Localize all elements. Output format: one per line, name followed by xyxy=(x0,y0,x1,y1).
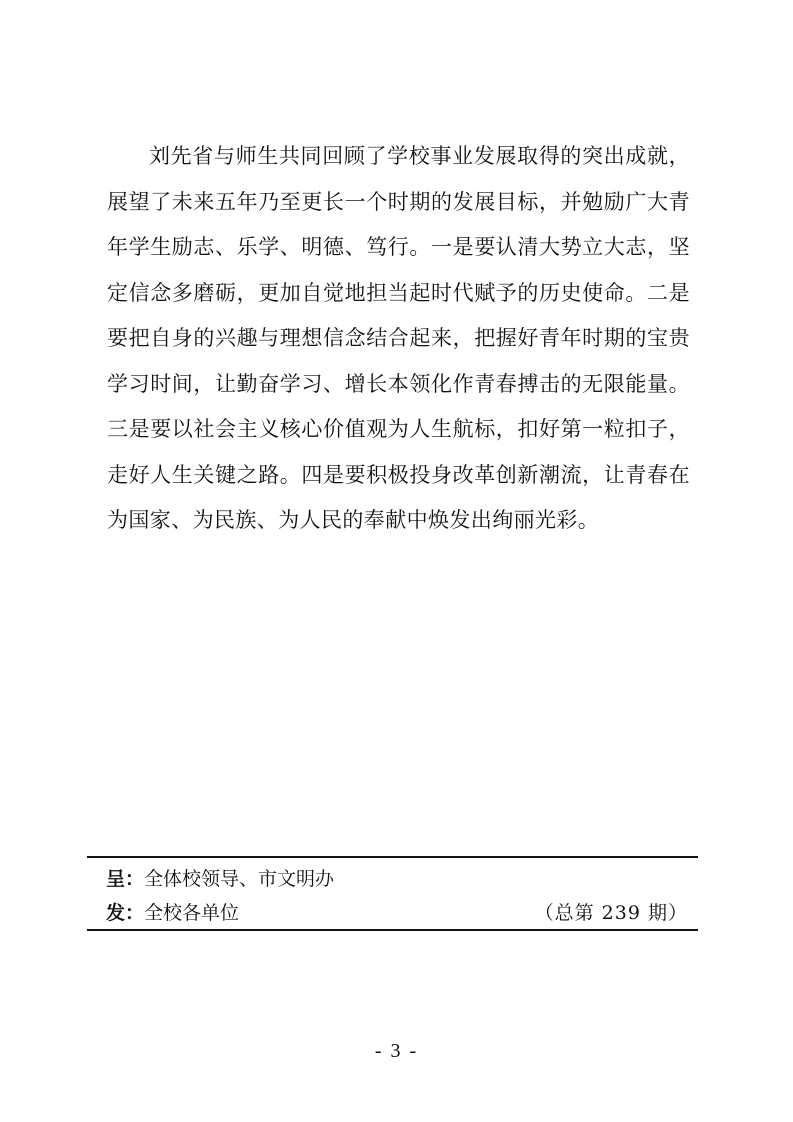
issue-number: （总第 239 期） xyxy=(534,902,688,924)
send-separator: ： xyxy=(125,902,145,924)
distribution-bottom-rule xyxy=(87,929,698,931)
distribution-top-rule xyxy=(87,856,698,858)
submit-separator: ： xyxy=(125,868,145,890)
page-number: - 3 - xyxy=(374,1040,419,1062)
send-to-line xyxy=(106,898,696,928)
send-label: 发 xyxy=(106,902,126,924)
submit-recipients: 全体校领导、市文明办 xyxy=(144,868,335,890)
submit-to-line xyxy=(106,864,696,894)
body-paragraph: 刘先省与师生共同回顾了学校事业发展取得的突出成就，展望了未来五年乃至更长一个时期的发展目标，并勉励广大青年学生励志、乐学、明德、笃行。一是要认清大势立大志，坚定信念多磨砺，更加自觉地担当起时代赋予的历史使命。二是要把自身的兴趣与理想信念结合起来，把握好青年时期的宝贵学习时间，让勤奋学习、增长本领化作青春搏击的无限能量。三是要以社会主义核心价值观为人生航标，扣好第一粒扣子，走好人生关键之路。四是要积极投身改革创新潮流，让青春在为国家、为民族、为人民的奉献中焕发出绚丽光彩。 xyxy=(107,144,690,532)
send-recipients: 全校各单位 xyxy=(144,902,240,924)
submit-label: 呈 xyxy=(106,868,126,890)
